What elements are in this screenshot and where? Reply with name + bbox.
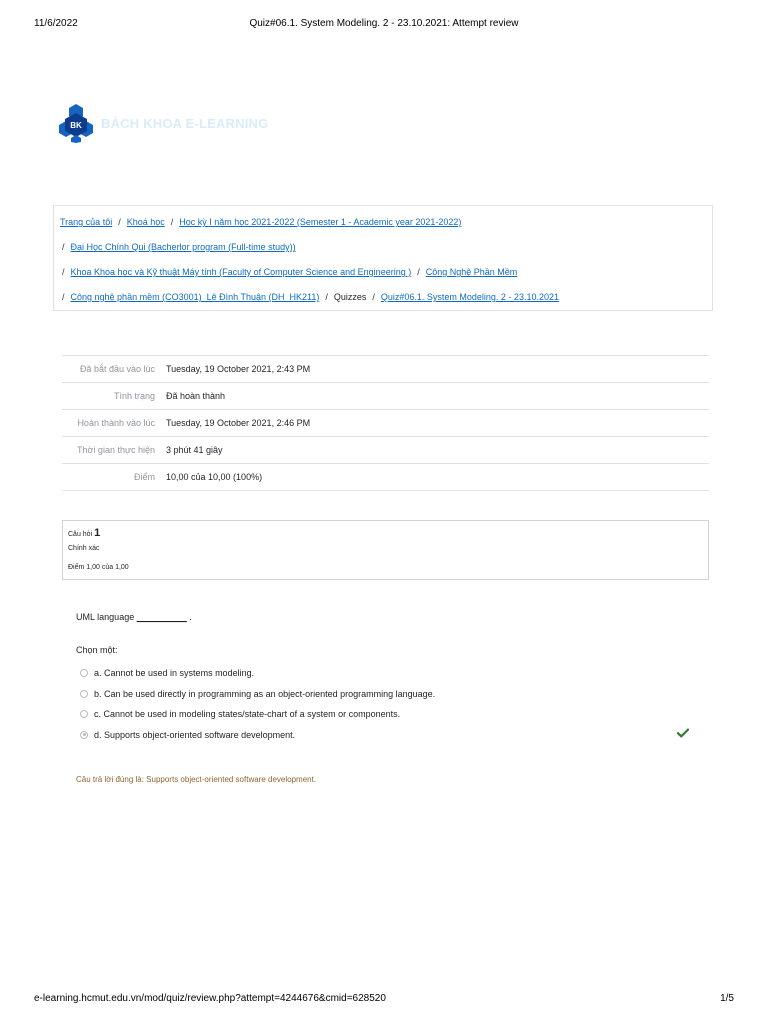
breadcrumb-link-semester[interactable]: Học kỳ I năm học 2021-2022 (Semester 1 - Academic year 2021-2022)	[179, 217, 462, 227]
check-icon	[677, 728, 689, 738]
attempt-summary-table	[62, 355, 709, 491]
summary-row-completed	[62, 410, 709, 437]
question-number	[68, 527, 100, 539]
summary-row-grade	[62, 464, 709, 491]
summary-value: 3 phút 41 giây	[161, 437, 709, 464]
question-info-box	[62, 520, 709, 580]
print-page-number: 1/5	[720, 993, 734, 1004]
summary-label: Hoàn thành vào lúc	[62, 410, 161, 437]
summary-label: Điểm	[62, 464, 161, 491]
answer-label: d. Supports object-oriented software development.	[94, 729, 296, 740]
breadcrumb-separator: /	[325, 292, 328, 302]
summary-row-started	[62, 356, 709, 383]
summary-value: Đã hoàn thành	[161, 383, 709, 410]
answer-option-c[interactable]	[80, 704, 700, 725]
breadcrumb-link-courses[interactable]: Khoá học	[126, 217, 165, 227]
answer-option-a[interactable]	[80, 663, 700, 684]
breadcrumb-line-1	[60, 217, 461, 227]
summary-value: Tuesday, 19 October 2021, 2:46 PM	[161, 410, 709, 437]
question-grade: Điểm 1,00 của 1,00	[68, 564, 129, 571]
breadcrumb	[53, 205, 713, 311]
summary-label: Tình trạng	[62, 383, 161, 410]
breadcrumb-separator: /	[170, 217, 174, 227]
radio-button[interactable]	[80, 710, 88, 718]
breadcrumb-link-program[interactable]: Đại Học Chính Qui (Bacherlor program (Full-time study))	[70, 242, 296, 252]
summary-row-time-taken	[62, 437, 709, 464]
summary-value: Tuesday, 19 October 2021, 2:43 PM	[161, 356, 709, 383]
breadcrumb-line-3	[60, 267, 517, 277]
breadcrumb-line-2	[60, 242, 296, 252]
logo-text: BÁCH KHOA E-LEARNING	[101, 115, 269, 131]
summary-value: 10,00 của 10,00 (100%)	[161, 464, 709, 491]
breadcrumb-link-course[interactable]: Công nghệ phần mềm (CO3001)_Lê Đình Thuận (DH_HK211)	[70, 292, 320, 302]
radio-button-selected[interactable]	[80, 731, 88, 739]
question-text	[76, 612, 192, 622]
answer-option-d[interactable]	[80, 725, 700, 746]
breadcrumb-separator: /	[417, 267, 420, 277]
print-url: e-learning.hcmut.edu.vn/mod/quiz/review.php?attempt=4244676&cmid=628520	[34, 993, 386, 1004]
answer-label: c. Cannot be used in modeling states/state-chart of a system or components.	[94, 709, 401, 720]
breadcrumb-separator: /	[118, 217, 121, 227]
print-title: Quiz#06.1. System Modeling. 2 - 23.10.2021: Attempt review	[249, 18, 519, 29]
question-text-main: UML language	[76, 612, 135, 622]
summary-label: Thời gian thực hiện	[62, 437, 161, 464]
breadcrumb-line-4	[60, 292, 559, 302]
breadcrumb-quizzes: Quizzes	[333, 292, 367, 302]
answer-label: a. Cannot be used in systems modeling.	[94, 668, 255, 679]
right-answer-feedback: Câu trả lời đúng là: Supports object-oriented software development.	[76, 775, 317, 784]
summary-label: Đã bắt đầu vào lúc	[62, 356, 161, 383]
answer-label: b. Can be used directly in programming as an object-oriented programming language.	[94, 688, 436, 699]
bk-logo-icon	[57, 103, 95, 143]
radio-button[interactable]	[80, 669, 88, 677]
site-logo[interactable]	[57, 103, 268, 143]
breadcrumb-separator: /	[62, 242, 65, 252]
logo-badge-text: BK	[70, 121, 82, 130]
breadcrumb-link-department[interactable]: Công Nghệ Phần Mềm	[425, 267, 518, 277]
question-state: Chính xác	[68, 545, 100, 552]
question-number-label: Câu hỏi	[68, 531, 93, 538]
radio-button[interactable]	[80, 690, 88, 698]
print-date: 11/6/2022	[34, 18, 78, 29]
breadcrumb-link-faculty[interactable]: Khoa Khoa học và Kỹ thuật Máy tính (Faculty of Computer Science and Engineering )	[70, 267, 412, 277]
answer-prompt: Chọn một:	[76, 645, 118, 655]
answer-option-b[interactable]	[80, 684, 700, 705]
breadcrumb-separator: /	[372, 292, 375, 302]
breadcrumb-separator: /	[62, 267, 65, 277]
question-blank: __________	[136, 612, 187, 622]
question-text-end: .	[189, 612, 192, 622]
summary-row-state	[62, 383, 709, 410]
breadcrumb-link-home[interactable]: Trang của tôi	[60, 217, 113, 227]
breadcrumb-separator: /	[62, 292, 65, 302]
breadcrumb-link-quiz[interactable]: Quiz#06.1. System Modeling. 2 - 23.10.2021	[380, 292, 559, 302]
question-number-value: 1	[94, 527, 101, 539]
answer-list	[80, 663, 700, 745]
